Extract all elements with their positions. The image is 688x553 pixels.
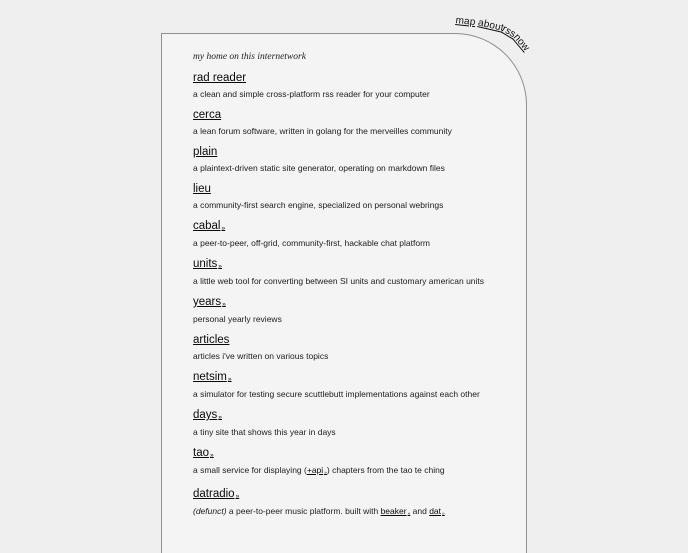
project-entry (193, 296, 496, 324)
description-text: articles i've written on various topics (193, 351, 329, 361)
project-entry (193, 447, 496, 478)
external-link-marker: » (222, 301, 226, 308)
project-link-label: lieu (193, 183, 211, 195)
project-title (193, 146, 496, 159)
project-title (193, 220, 496, 234)
inline-link-beaker[interactable] (381, 506, 411, 516)
project-link-label: days (193, 409, 218, 421)
nav-link-rss[interactable]: rss (500, 23, 518, 41)
description-text: a lean forum software, written in golang for the merveilles community (193, 126, 452, 136)
project-title (193, 334, 496, 347)
project-description (193, 126, 496, 136)
project-description (193, 506, 496, 519)
project-title (193, 109, 496, 122)
project-entry (193, 371, 496, 399)
project-description (193, 314, 496, 324)
project-link-netsim[interactable] (193, 371, 232, 383)
project-link-label: articles (193, 334, 230, 346)
description-text: a peer-to-peer music platform. built with (226, 506, 381, 516)
external-link-marker: » (218, 414, 222, 421)
project-entry (193, 488, 496, 519)
external-link-marker: » (324, 471, 327, 476)
project-description (193, 465, 496, 478)
project-link-label: rad reader (193, 72, 247, 84)
project-entry (193, 220, 496, 248)
external-link-marker: » (227, 376, 232, 383)
project-description (193, 200, 496, 210)
nav-link-about[interactable]: about (477, 17, 505, 34)
inline-link-label: +api (306, 465, 324, 475)
description-text: a community-first search engine, specialized on personal webrings (193, 200, 444, 210)
project-title (193, 409, 496, 423)
project-description (193, 427, 496, 437)
project-link-years[interactable] (193, 296, 226, 308)
description-italic: (defunct) (193, 506, 227, 516)
project-link-label: cerca (193, 109, 222, 121)
project-description (193, 351, 496, 361)
project-link-label: cabal (193, 220, 221, 232)
project-entry (193, 409, 496, 437)
project-link-days[interactable] (193, 409, 222, 421)
nav-link-map[interactable]: map (455, 15, 477, 29)
project-description (193, 163, 496, 173)
nav-link-now[interactable]: now (511, 31, 532, 54)
project-description (193, 389, 496, 399)
description-text: ) chapters from the tao te ching (326, 465, 445, 475)
external-link-marker: » (218, 263, 222, 270)
content-box (161, 33, 527, 553)
external-link-marker: » (235, 493, 240, 500)
description-text: a little web tool for converting between SI units and customary american units (193, 276, 485, 286)
inline-link-dat[interactable] (429, 506, 445, 516)
project-description (193, 89, 496, 99)
project-title (193, 183, 496, 196)
description-text: a clean and simple cross-platform rss reader for your computer (193, 89, 430, 99)
project-title (193, 371, 496, 385)
project-entry (193, 109, 496, 136)
inline-link-label: beaker (380, 506, 407, 516)
external-link-marker: » (442, 512, 445, 517)
project-link-label: tao (193, 447, 209, 459)
project-link-label: plain (193, 146, 218, 158)
site-tagline: my home on this internetwork (193, 52, 306, 62)
description-text: a plaintext-driven static site generator, operating on markdown files (193, 163, 445, 173)
project-link-lieu[interactable] (193, 183, 211, 195)
external-link-marker: » (221, 225, 226, 232)
project-link-label: units (193, 258, 218, 270)
description-text: personal yearly reviews (193, 314, 282, 324)
project-link-label: netsim (193, 371, 227, 383)
project-link-plain[interactable] (193, 146, 217, 158)
project-link-cabal[interactable] (193, 220, 225, 232)
external-link-marker: » (407, 512, 411, 517)
description-text: a small service for displaying ( (193, 465, 307, 475)
project-link-cerca[interactable] (193, 109, 221, 121)
project-description (193, 238, 496, 248)
project-link-label: datradio (193, 488, 235, 500)
description-text: a tiny site that shows this year in days (193, 427, 336, 437)
project-title (193, 296, 496, 310)
inline-link-label: dat (429, 506, 442, 516)
description-text: a simulator for testing secure scuttlebutt implementations against each other (193, 389, 480, 399)
project-link-rad-reader[interactable] (193, 72, 246, 84)
project-link-articles[interactable] (193, 334, 229, 346)
projects-list (193, 72, 496, 519)
project-title (193, 258, 496, 272)
project-link-units[interactable] (193, 258, 222, 270)
inline-link-api[interactable] (307, 465, 327, 475)
project-entry (193, 72, 496, 99)
project-title (193, 488, 496, 502)
project-link-datradio[interactable] (193, 488, 239, 500)
project-entry (193, 183, 496, 210)
description-text: a peer-to-peer, off-grid, community-first, hackable chat platform (193, 238, 430, 248)
project-link-label: years (193, 296, 222, 308)
project-title (193, 447, 496, 461)
project-title (193, 72, 496, 85)
project-entry (193, 146, 496, 173)
project-description (193, 276, 496, 286)
project-link-tao[interactable] (193, 447, 214, 459)
project-entry (193, 334, 496, 361)
project-entry (193, 258, 496, 286)
description-text: and (410, 506, 430, 516)
external-link-marker: » (210, 452, 214, 459)
